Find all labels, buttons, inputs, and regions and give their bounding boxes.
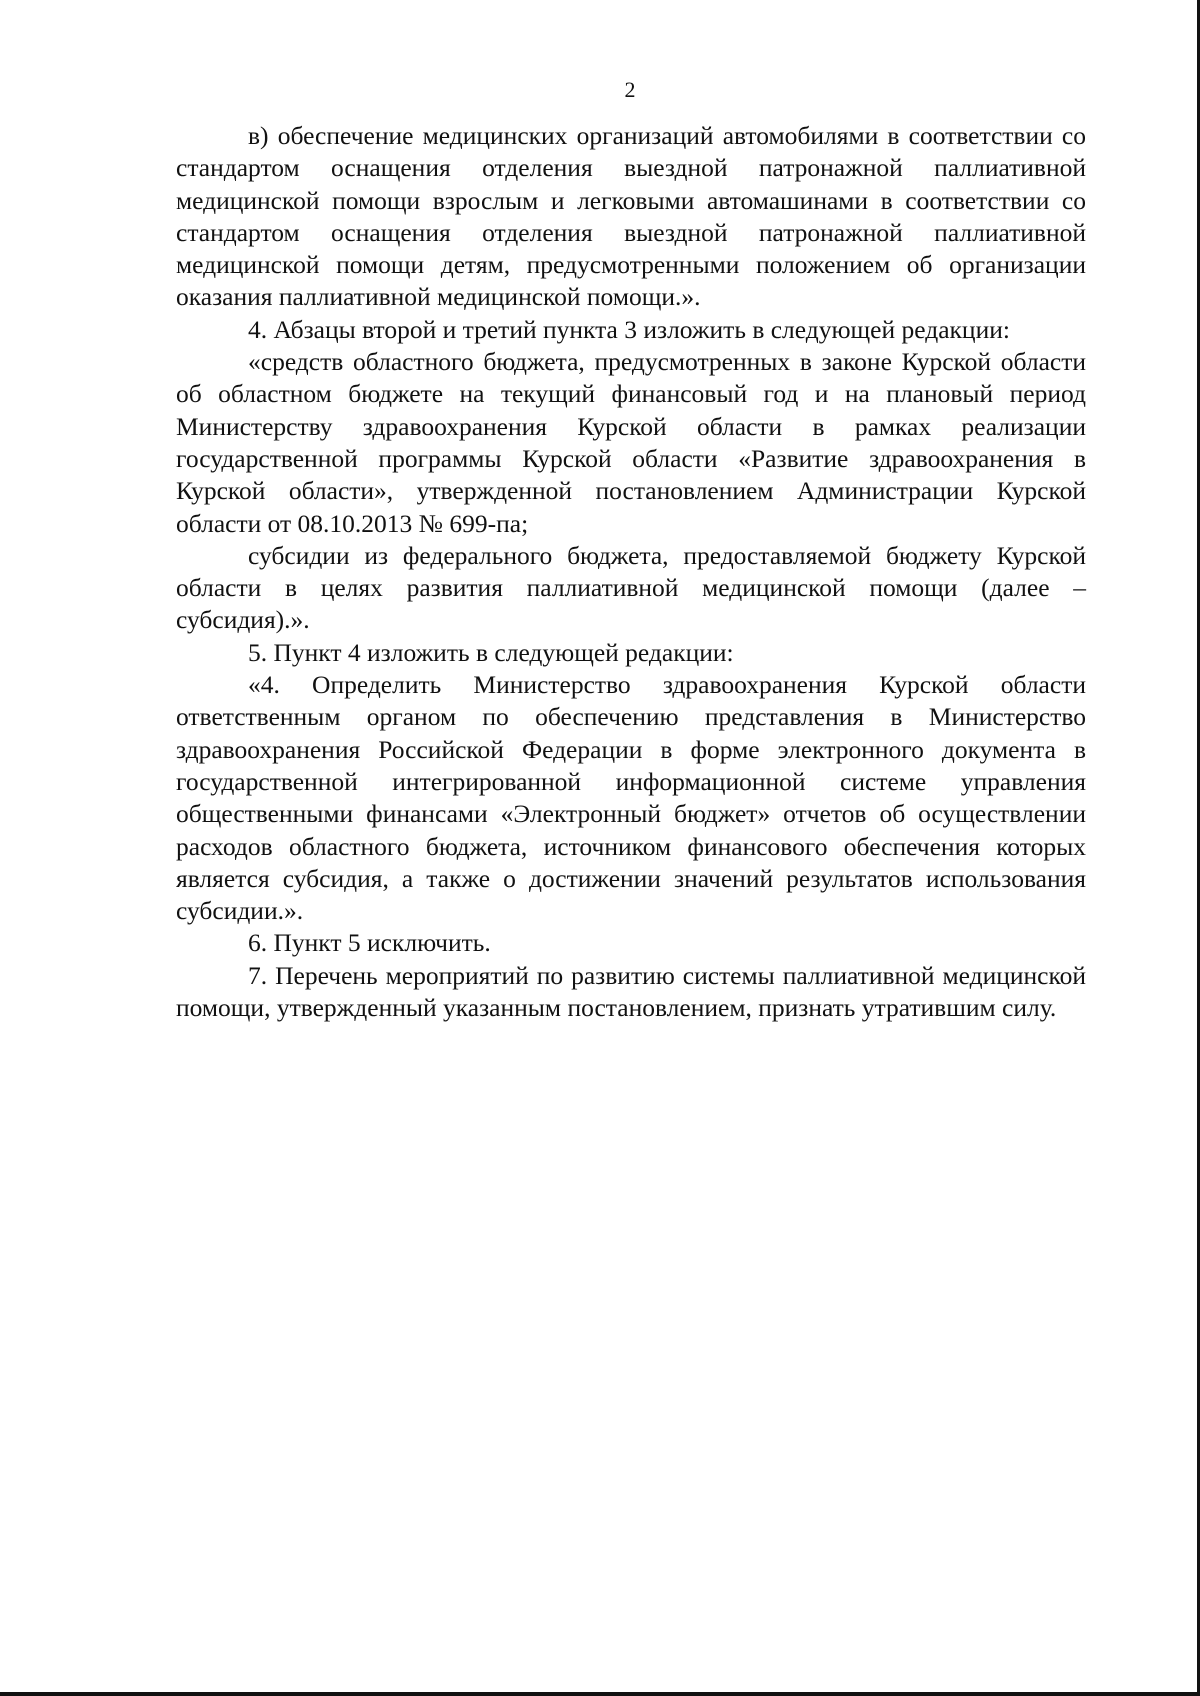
paragraph-subpoint-v: в) обеспечение медицинских организаций автомобилями в соответствии со стандартом оснащения отделения выездной патронажной паллиативной медицинской помощи взрослым и легковыми автомашинами в соответствии со стандартом оснащения отделения выездной патронажной паллиативной медицинской помощи детям, предусмотренными положением об организации оказания паллиативной медицинской помощи.». xyxy=(176,121,1086,312)
paragraph-item-7: 7. Перечень мероприятий по развитию системы паллиативной медицинской помощи, утвержденный указанным постановлением, признать утратившим силу. xyxy=(176,960,1086,1023)
document-body xyxy=(176,120,1086,1024)
paragraph-item-4-text-1: «средств областного бюджета, предусмотренных в законе Курской области об областном бюджете на текущий финансовый год и на плановый период Министерству здравоохранения Курской области в рамках реализации государственной программы Курской области «Развитие здравоохранения в Курской области», утвержденной постановлением Администрации Курской области от 08.10.2013 № 699-па; xyxy=(176,347,1086,538)
paragraph-item-4-text-2: субсидии из федерального бюджета, предоставляемой бюджету Курской области в целях развития паллиативной медицинской помощи (далее – субсидия).». xyxy=(176,540,1086,635)
page-number: 2 xyxy=(624,77,636,102)
paragraph-item-5-text: «4. Определить Министерство здравоохранения Курской области ответственным органом по обеспечению представления в Министерство здравоохранения Российской Федерации в форме электронного документа в государственной интегрированной информационной системе управления общественными финансами «Электронный бюджет» отчетов об осуществлении расходов областного бюджета, источником финансового обеспечения которых является субсидия, а также о достижении значений результатов использования субсидии.». xyxy=(176,670,1086,926)
paragraph-item-4: 4. Абзацы второй и третий пункта 3 изложить в следующей редакции: xyxy=(248,314,1010,344)
paragraph-item-6: 6. Пункт 5 исключить. xyxy=(248,928,491,958)
paragraph-item-5: 5. Пункт 4 изложить в следующей редакции: xyxy=(248,637,734,667)
